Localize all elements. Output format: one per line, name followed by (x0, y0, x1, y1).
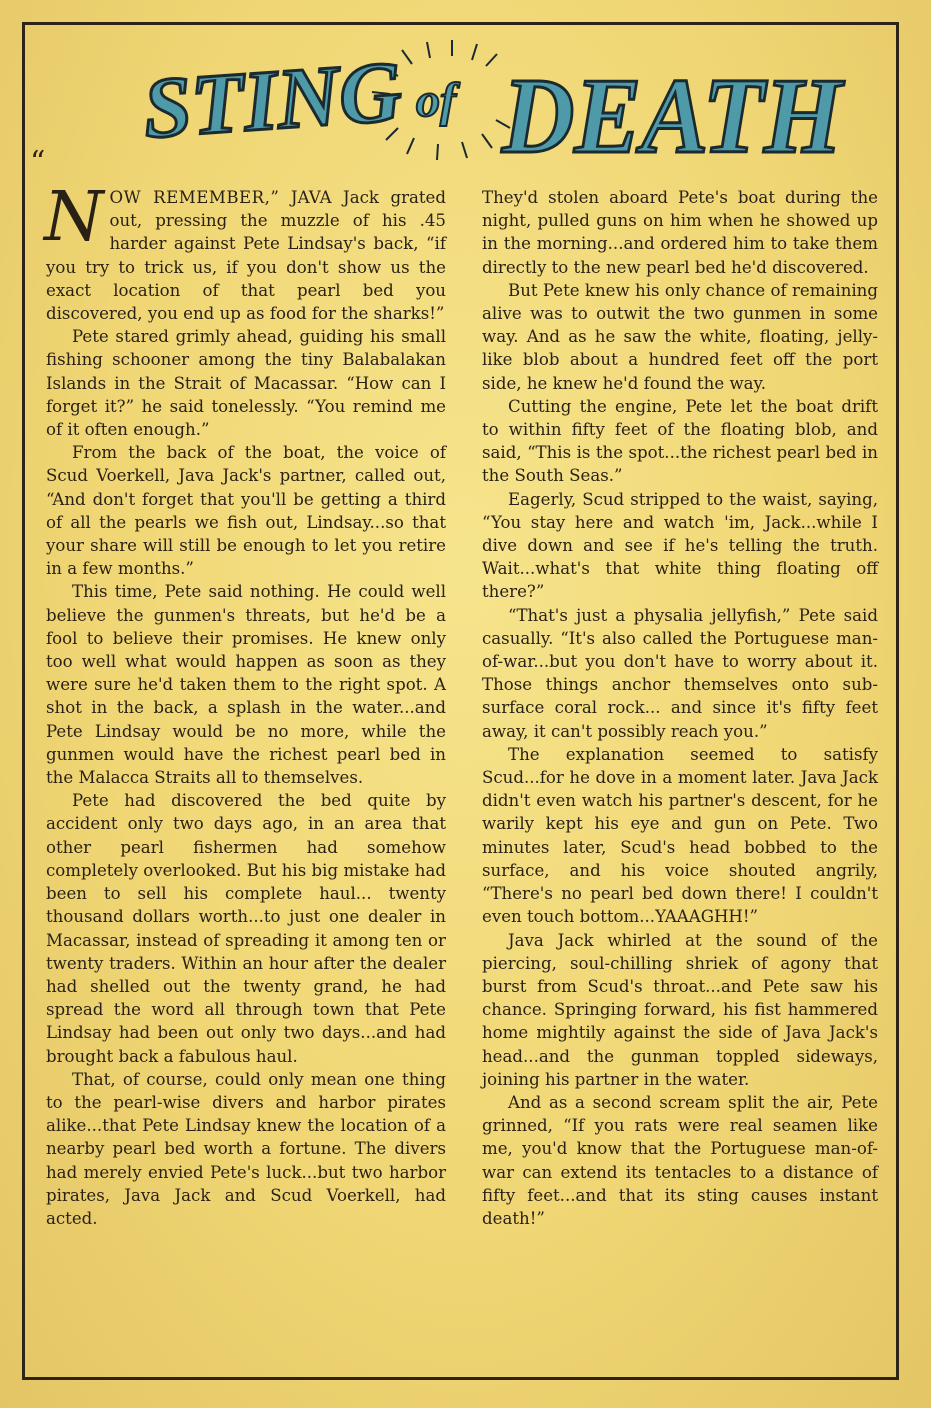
paragraph: And as a second scream split the air, Pete grinned, “If you rats were real seamen like me, you'd know that the Portuguese man-of-war can extend its tentacles to a distance of fifty feet...and that its sting causes instant death!” (482, 1092, 878, 1228)
paragraph: But Pete knew his only chance of remaining alive was to outwit the two gunmen in some way. And as he saw the white, floating, jelly-like blob about a hundred feet off the port side, he knew he'd found the way. (482, 280, 878, 393)
paragraph: This time, Pete said nothing. He could well believe the gunmen's threats, but he'd be a fool to believe their promises. He knew only too well what would happen as soon as they were sure he'd taken them to the right spot. A shot in the back, a splash in the water...and Pete Lindsay would be no more, while the gunmen would have the richest pearl bed in the Malacca Straits all to themselves. (46, 582, 446, 788)
paragraph: They'd stolen aboard Pete's boat during the night, pulled guns on him when he showed up in the morning...and ordered him to take them directly to the new pearl bed he'd discovered. (482, 188, 878, 277)
paragraph: “That's just a physalia jellyfish,” Pete said casually. “It's also called the Portuguese man-of-war...but you don't have to worry about it. Those things anchor themselves onto sub-surface coral rock... and since it's fifty feet away, it can't possibly reach you.” (482, 605, 878, 741)
title-sting: STING (140, 42, 405, 157)
paragraph-opening (44, 178, 447, 325)
title-death: DEATH (501, 57, 845, 170)
paragraph: From the back of the boat, the voice of Scud Voerkell, Java Jack's partner, called out, “And don't forget that you'll be getting a third of all the pearls we fish out, Lindsay...so that your share will still be enough to let you retire in a few months.” (46, 443, 446, 579)
title-of: of (416, 74, 456, 127)
left-text-column (44, 178, 447, 1230)
paragraph: That, of course, could only mean one thing to the pearl-wise divers and harbor pirates alike...that Pete Lindsay knew the location of a nearby pearl bed worth a fortune. The divers had merely envied Pete's luck...but two harbor pirates, Java Jack and Scud Voerkell, had acted. (46, 1069, 446, 1228)
title-logo (72, 30, 872, 170)
paragraph: Pete had discovered the bed quite by accident only two days ago, in an area that other pearl fishermen had somehow completely overlooked. But his big mistake had been to sell his complete haul... twenty thousand dollars worth...to just one dealer in Macassar, instead of spreading it among ten or twenty traders. Within an hour after the dealer had shelled out the twenty grand, he had spread the word all through town that Pete Lindsay had been out only two days...and had brought back a fabulous haul. (46, 791, 446, 1066)
paragraph: Pete stared grimly ahead, guiding his small fishing schooner among the tiny Balabalakan Islands in the Strait of Macassar. “How can I forget it?” he said tonelessly. “You remind me of it often enough.” (46, 327, 446, 440)
paragraph: Java Jack whirled at the sound of the piercing, soul-chilling shriek of agony that burst from Scud's throat...and Pete saw his chance. Springing forward, his fist hammered home mightily against the side of Java Jack's head...and the gunman toppled sideways, joining his partner in the water. (482, 930, 878, 1089)
paragraph: Eagerly, Scud stripped to the waist, saying, “You stay here and watch 'im, Jack...while I dive down and see if he's telling the truth. Wait...what's that white thing floating off there?” (482, 489, 878, 602)
opening-words: OW REMEMBER,” (109, 188, 280, 207)
paragraph-text: JAVA Jack grated out, pressing the muzzle of his .45 harder against Pete Lindsay's back, “if you try to trick us, if you don't show us the exact location of that pearl bed you discovered, you end up as food for the sharks!” (46, 188, 447, 324)
drop-cap: N (44, 178, 104, 257)
story-title (72, 30, 872, 170)
paragraph: The explanation seemed to satisfy Scud...for he dove in a moment later. Java Jack didn't even watch his partner's descent, for he warily kept his eye and gun on Pete. Two minutes later, Scud's head bobbed to the surface, and his voice shouted angrily, “There's no pearl bed down there! I couldn't even touch bottom...YAAAGHH!” (482, 744, 878, 927)
paragraph: Cutting the engine, Pete let the boat drift to within fifty feet of the floating blob, and said, “This is the spot...the richest pearl bed in the South Seas.” (482, 396, 878, 486)
right-text-column (482, 186, 878, 1230)
opening-quote-mark: “ (30, 145, 46, 180)
